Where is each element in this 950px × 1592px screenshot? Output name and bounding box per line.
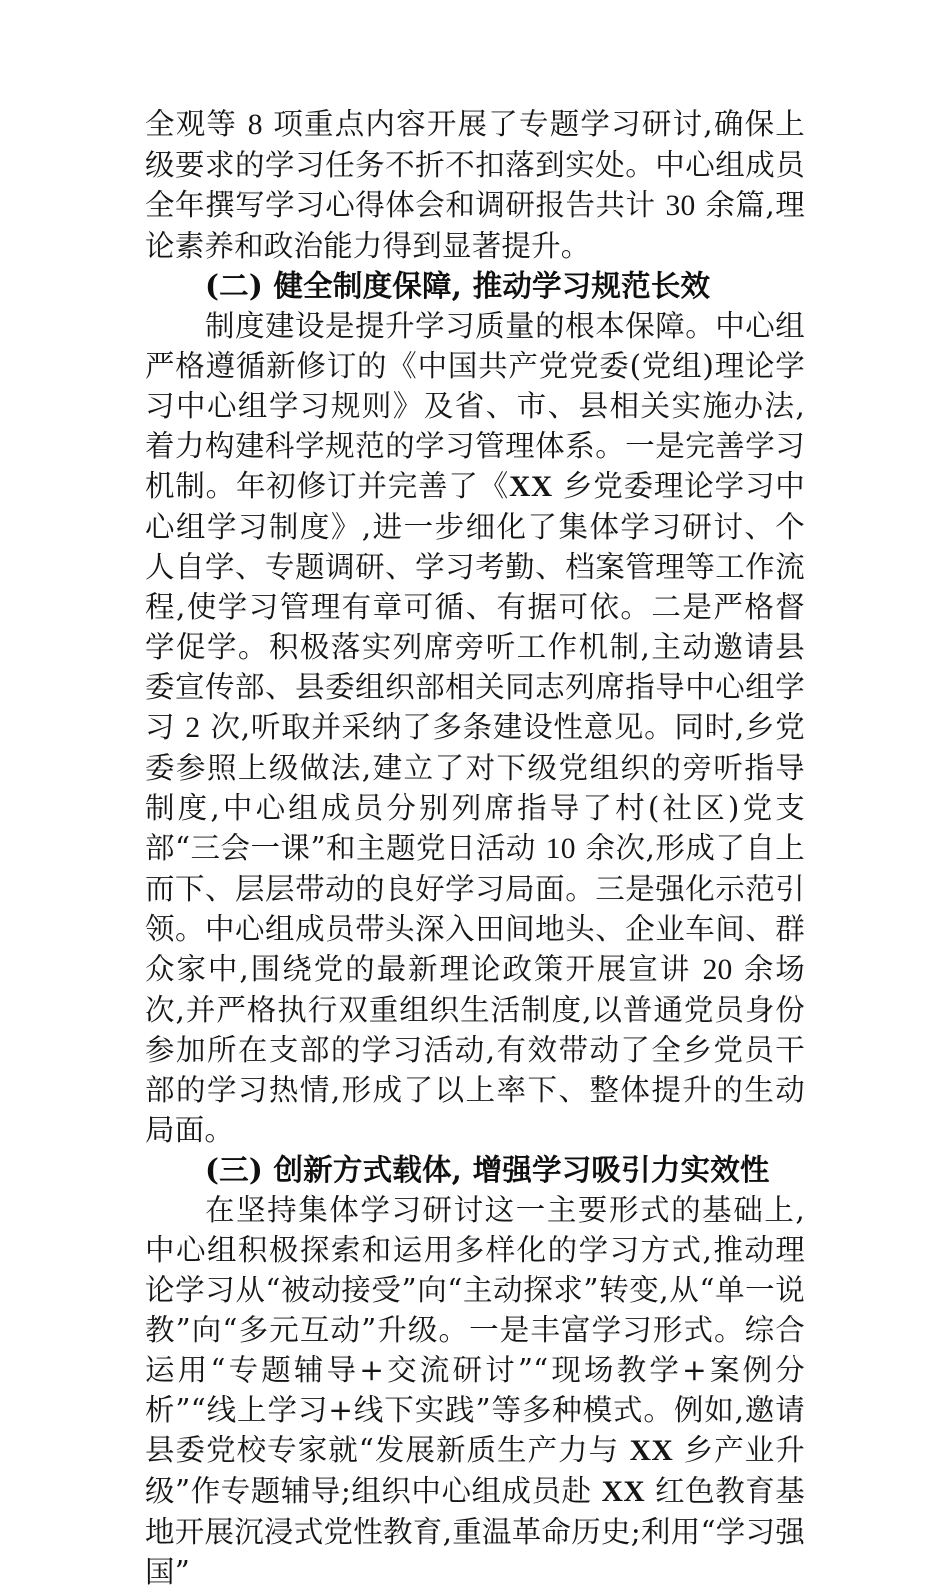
paragraph-section-two: 制度建设是提升学习质量的根本保障。中心组严格遵循新修订的《中国共产党党委(党组)理论学习中心组学习规则》及省、市、县相关实施办法,着力构建科学规范的学习管理体系。一是完善学习机制。年初修订并完善了《XX 乡党委理论学习中心组学习制度》,进一步细化了集体学习研讨、个人自学、专题调研、学习考勤、档案管理等工作流程,使学习管理有章可循、有据可依。二是严格督学促学。积极落实列席旁听工作机制,主动邀请县委宣传部、县委组织部相关同志列席指导中心组学习 2 次,听取并采纳了多条建设性意见。同时,乡党委参照上级做法,建立了对下级党组织的旁听指导制度,中心组成员分别列席指导了村(社区)党支部“三会一课”和主题党日活动 10 余次,形成了自上而下、层层带动的良好学习局面。三是强化示范引领。中心组成员带头深入田间地头、企业车间、群众家中,围绕党的最新理论政策开展宣讲 20 余场次,并严格执行双重组织生活制度,以普通党员身份参加所在支部的学习活动,有效带动了全乡党员干部的学习热情,形成了以上率下、整体提升的生动局面。: [145, 309, 805, 1147]
emphasis-token: XX: [509, 471, 553, 503]
section-heading-two: (二) 健全制度保障, 推动学习规范长效: [205, 268, 711, 303]
numeric-token: 20: [702, 954, 733, 986]
numeric-token: 2: [185, 712, 201, 744]
emphasis-token: XX: [601, 1476, 646, 1508]
section-heading-three: (三) 创新方式载体, 增强学习吸引力实效性: [205, 1152, 770, 1187]
paragraph-section-three: 在坚持集体学习研讨这一主要形式的基础上,中心组积极探索和运用多样化的学习方式,推动理论学习从“被动接受”向“主动探求”转变,从“单一说教”向“多元互动”升级。一是丰富学习形式。综合运用“专题辅导+交流研讨”“现场教学+案例分析”“线上学习+线下实践”等多种模式。例如,邀请县委党校专家就“发展新质生产力与 XX 乡产业升级”作专题辅导;组织中心组成员赴 XX 红色教育基地开展沉浸式党性教育,重温革命历史;利用“学习强国”: [145, 1193, 805, 1589]
numeric-token: 30: [665, 190, 696, 222]
paragraph-continued: 全观等 8 项重点内容开展了专题学习研讨,确保上级要求的学习任务不折不扣落到实处。中心组成员全年撰写学习心得体会和调研报告共计 30 余篇,理论素养和政治能力得到显著提升。: [145, 107, 805, 263]
numeric-token: 8: [247, 109, 263, 141]
document-body: [145, 104, 805, 1592]
numeric-token: 10: [545, 833, 576, 865]
emphasis-token: XX: [629, 1435, 674, 1467]
